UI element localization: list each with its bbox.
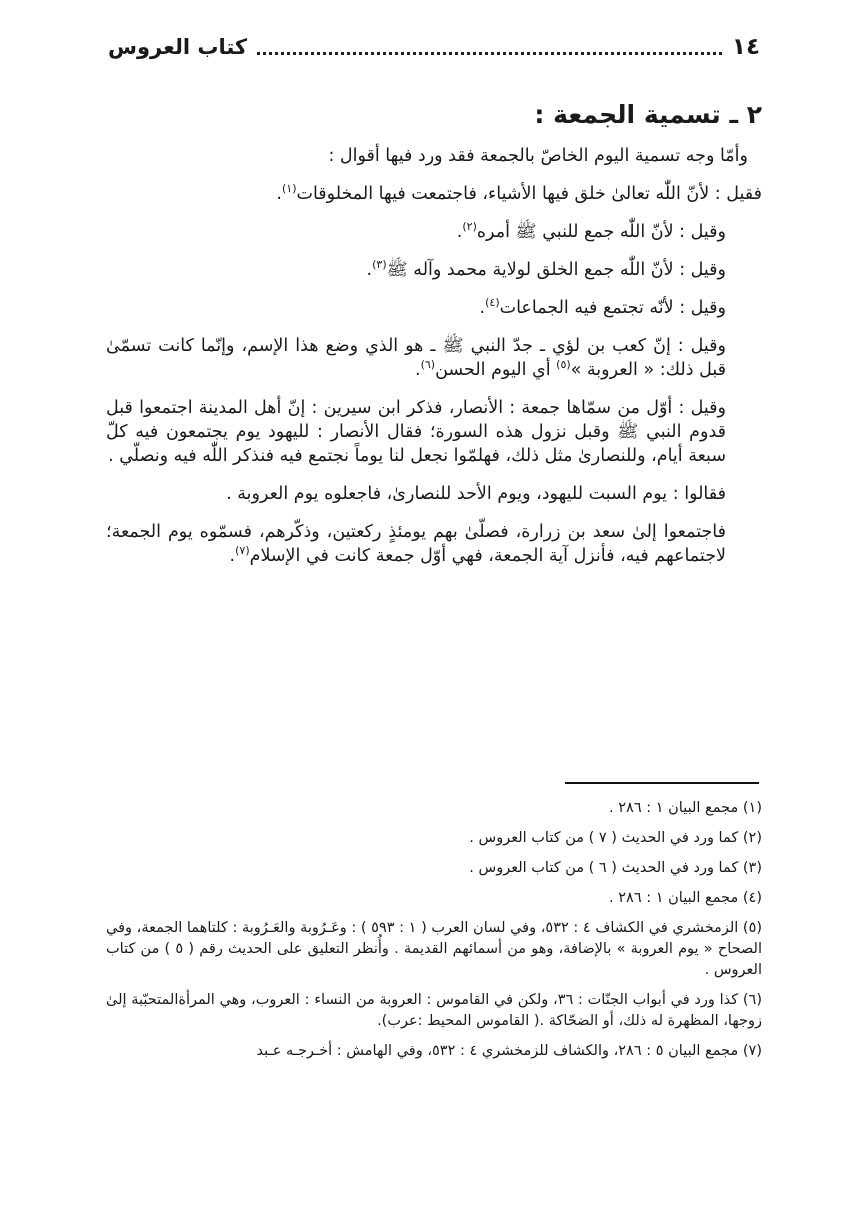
paragraph-text: فقيل : لأنّ اللّٰه تعالىٰ خلق فيها الأشياء، فاجتمعت فيها المخلوقات	[296, 184, 762, 204]
paragraph-text: وقيل : لأنّ اللّٰه جمع الخلق لولاية محمد وآله ﷺ	[386, 260, 726, 280]
footnote-divider	[565, 782, 759, 784]
footnote: (٥) الزمخشري في الكشاف ٤ : ٥٣٢، وفي لسان العرب ( ١ : ٥٩٣ ) : وعَـرُوبة والعَـرُوبة : كلتاهما الجمعة، وفي الصحاح « يوم العروبة » بالإضافة، وهو من أسمائهم القديمة . وأُنظر التعليق على الحديث رقم ( ٥ ) من كتاب العروس .	[106, 920, 763, 978]
paragraph-text: وقيل : أوّل من سمّاها جمعة : الأنصار، فذكر ابن سيرين : إنّ أهل المدينة اجتمعوا قبل قدوم النبي ﷺ وقبل نزول هذه السورة؛ فقال الأنصار : لليهود يوم يجتمعون فيه كلّ سبعة أيام، وللنصارىٰ مثل ذلك، فهلمّوا نجعل لنا يوماً نجتمع فيه فنذكر اللّٰه فيه ونصلّي .	[106, 398, 726, 466]
paragraph-end: .	[276, 184, 282, 204]
paragraph	[106, 334, 762, 382]
footnote-ref[interactable]: (٦)	[420, 358, 436, 372]
paragraph-text: وقيل : لأنّ اللّٰه جمع للنبي ﷺ أمره	[476, 222, 726, 242]
main-text	[106, 100, 762, 582]
footnote: (٧) مجمع البيان ٥ : ٢٨٦، والكشاف للزمخشري ٤ : ٥٣٢، وفي الهامش : أخـرجـه عـبد	[256, 1043, 762, 1059]
paragraph	[106, 396, 762, 468]
header-dotted-leader	[257, 40, 722, 55]
section-title: ٢ ـ تسمية الجمعة :	[534, 100, 762, 129]
footnote: (٤) مجمع البيان ١ : ٢٨٦ .	[609, 890, 762, 906]
paragraph-text: وقيل : إنّ كعب بن لؤي ـ جدّ النبي ﷺ ـ هو الذي وضع هذا الإسم، وإنّما كانت تسمّىٰ قبل ذلك: « العروبة »	[106, 336, 726, 380]
paragraph	[106, 258, 762, 282]
paragraph-text: فاجتمعوا إلىٰ سعد بن زرارة، فصلّىٰ بهم يومئذٍ ركعتين، وذكّرهم، فسمّوه يوم الجمعة؛ لاجتماعهم فيه، فأنزل آية الجمعة، فهي أوّل جمعة كانت في الإسلام	[106, 522, 726, 566]
paragraph-end: .	[415, 360, 421, 380]
footnote-ref[interactable]: (١)	[281, 182, 297, 196]
footnote-ref[interactable]: (٢)	[462, 220, 477, 234]
paragraph-text: فقالوا : يوم السبت لليهود، ويوم الأحد للنصارىٰ، فاجعلوه يوم العروبة .	[226, 484, 726, 504]
footnote-ref[interactable]: (٧)	[235, 544, 250, 558]
paragraph-end: .	[479, 298, 486, 318]
running-title: كتاب العروس	[108, 35, 248, 59]
paragraph-end: .	[456, 222, 463, 242]
paragraph	[106, 220, 762, 244]
paragraph-text: أي اليوم الحسن	[435, 360, 551, 380]
paragraph	[106, 144, 762, 168]
paragraph-end: .	[366, 260, 373, 280]
page-header	[108, 30, 760, 64]
footnotes	[106, 798, 762, 1071]
footnote: (٣) كما ورد في الحديث ( ٦ ) من كتاب العروس .	[469, 860, 762, 876]
footnote: (١) مجمع البيان ١ : ٢٨٦ .	[609, 800, 762, 816]
footnote: (٢) كما ورد في الحديث ( ٧ ) من كتاب العروس .	[469, 830, 762, 846]
footnote-ref[interactable]: (٤)	[485, 296, 500, 310]
paragraph-text: وقيل : لأنّه تجتمع فيه الجماعات	[499, 298, 726, 318]
page-number: ١٤	[731, 34, 760, 60]
paragraph	[106, 182, 762, 206]
footnote: (٦) كذا ورد في أبواب الجنّات : ٣٦، ولكن في القاموس : العروبة من النساء : العروب، وهي المرأةالمتحبّبة إلىٰ زوجها، المظهرة له ذلك، أو الضحّاكة .( القاموس المحيط :عرب).	[106, 992, 763, 1029]
paragraph	[106, 482, 762, 506]
footnote-ref[interactable]: (٣)	[372, 258, 387, 272]
paragraph-end: .	[229, 546, 236, 566]
footnote-ref[interactable]: (٥)	[556, 358, 571, 372]
paragraph	[106, 296, 762, 320]
paragraph	[106, 520, 762, 568]
paragraph-text: وأمّا وجه تسمية اليوم الخاصّ بالجمعة فقد ورد فيها أقوال :	[328, 146, 748, 166]
